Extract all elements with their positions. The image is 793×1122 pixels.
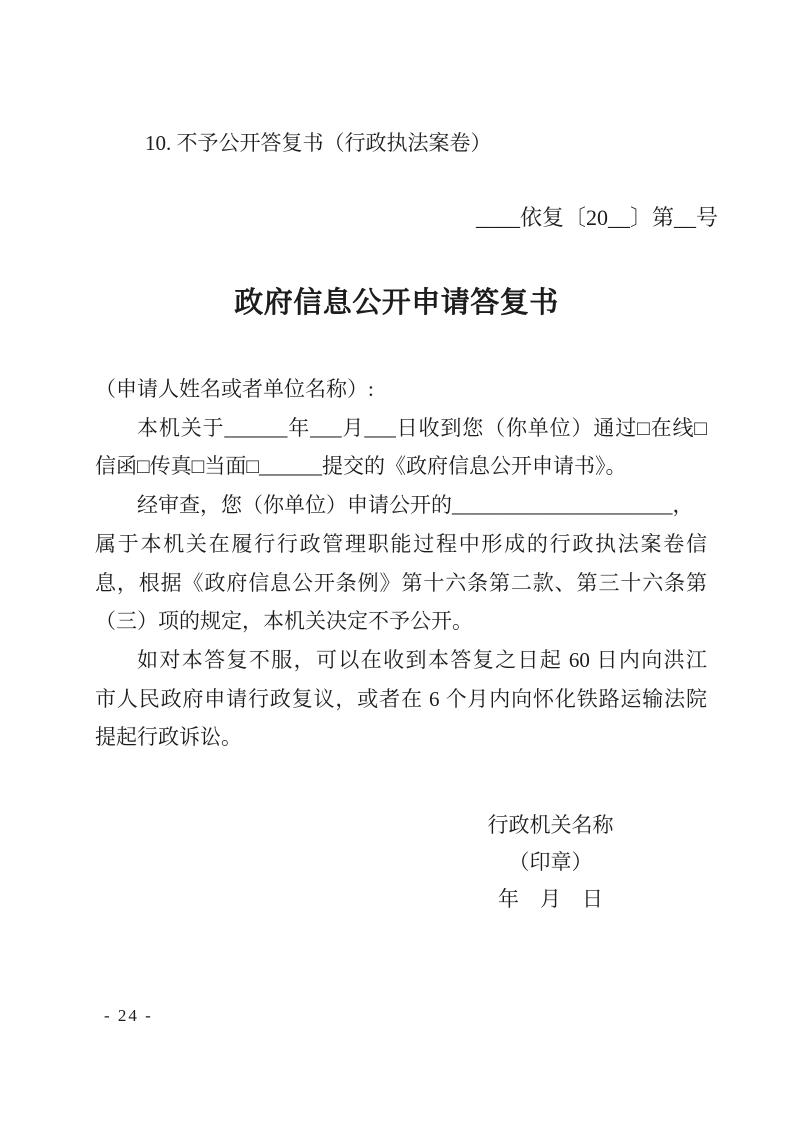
- body-line: 本机关于______年___月___日收到您（你单位）通过□在线□: [137, 415, 707, 440]
- document-body: [95, 370, 707, 757]
- body-line: 经审查，您（你单位）申请公开的_____________________，: [137, 493, 694, 518]
- signature-block: [448, 807, 653, 918]
- body-line: 息，根据《政府信息公开条例》第十六条第二款、第三十六条第: [95, 570, 707, 595]
- signature-agency-name: 行政机关名称: [487, 813, 614, 837]
- signature-date-line: 年 月 日: [498, 887, 603, 911]
- salutation-line: （申请人姓名或者单位名称）:: [95, 377, 374, 401]
- page-number: - 24 -: [104, 1006, 153, 1025]
- body-line: （三）项的规定，本机关决定不予公开。: [95, 609, 473, 634]
- body-line: 信函□传真□当面□______提交的《政府信息公开申请书》。: [95, 454, 627, 479]
- body-line: 属于本机关在履行行政管理职能过程中形成的行政执法案卷信: [95, 531, 707, 556]
- list-item-heading: 10. 不予公开答复书（行政执法案卷）: [145, 131, 492, 155]
- body-line: 如对本答复不服，可以在收到本答复之日起 60 日内向洪江: [137, 647, 707, 672]
- reference-number: ____依复〔20__〕第__号: [475, 205, 718, 230]
- body-line: 提起行政诉讼。: [95, 725, 242, 750]
- document-title: 政府信息公开申请答复书: [234, 287, 559, 319]
- signature-seal-placeholder: （印章）: [508, 850, 593, 874]
- body-line: 市人民政府申请行政复议，或者在 6 个月内向怀化铁路运输法院: [95, 686, 707, 711]
